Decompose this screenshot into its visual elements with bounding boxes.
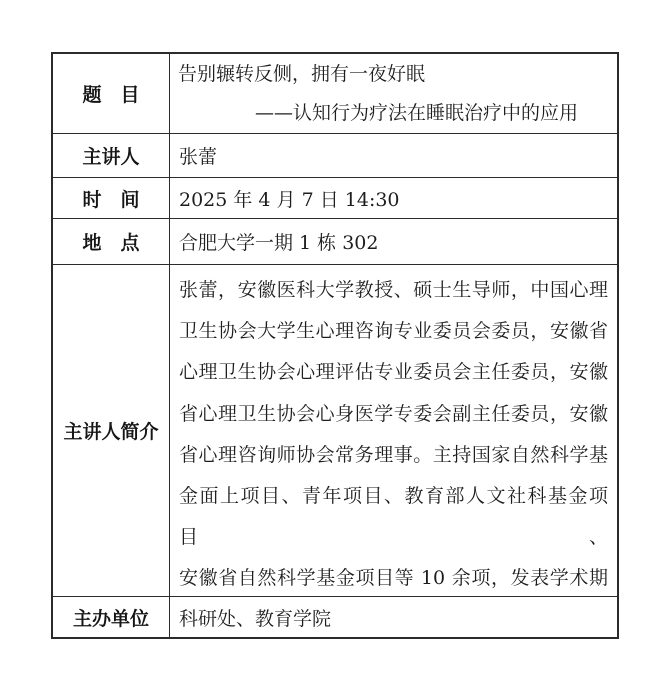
seminar-announcement-table — [51, 52, 619, 639]
seminar-title-cell — [170, 54, 617, 133]
speaker-bio-line: 金面上项目、青年项目、教育部人文社科基金项目、 — [179, 485, 608, 549]
row-label-organizer: 主办单位 — [53, 597, 170, 637]
row-label-speaker-bio: 主讲人简介 — [53, 265, 170, 596]
seminar-location: 合肥大学一期 1 栋 302 — [179, 232, 379, 254]
table-row-location — [53, 218, 617, 264]
speaker-bio-line: 心理卫生协会心理评估专业委员会主任委员，安徽 — [179, 361, 608, 384]
seminar-title-line1: 告别辗转反侧，拥有一夜好眠 — [178, 62, 426, 85]
seminar-title-line2: ——认知行为疗法在睡眠治疗中的应用 — [255, 101, 579, 124]
speaker-bio-line: 张蕾，安徽医科大学教授、硕士生导师，中国心理 — [179, 279, 608, 301]
speaker-bio-line: 省心理咨询师协会常务理事。主持国家自然科学基 — [179, 443, 608, 466]
row-label-title: 题 目 — [53, 54, 170, 133]
speaker-bio-line: 安徽省自然科学基金项目等 10 余项，发表学术期 — [179, 567, 608, 590]
table-row-speaker-bio — [53, 264, 617, 596]
table-row-time — [53, 177, 617, 218]
speaker-bio-line: 省心理卫生协会心身医学专委会副主任委员，安徽 — [179, 402, 608, 425]
table-row-speaker — [53, 133, 617, 177]
table-row-title — [53, 54, 617, 133]
table-row-organizer — [53, 596, 617, 637]
speaker-bio-text — [170, 265, 617, 596]
speaker-bio-line: 卫生协会大学生心理咨询专业委员会委员，安徽省 — [179, 320, 608, 343]
row-label-speaker: 主讲人 — [53, 134, 170, 177]
row-label-location: 地 点 — [53, 219, 170, 264]
organizer-names: 科研处、教育学院 — [179, 607, 332, 630]
speaker-name: 张蕾 — [179, 146, 218, 168]
seminar-datetime: 2025 年 4 月 7 日 14:30 — [179, 188, 400, 211]
row-label-time: 时 间 — [53, 178, 170, 218]
